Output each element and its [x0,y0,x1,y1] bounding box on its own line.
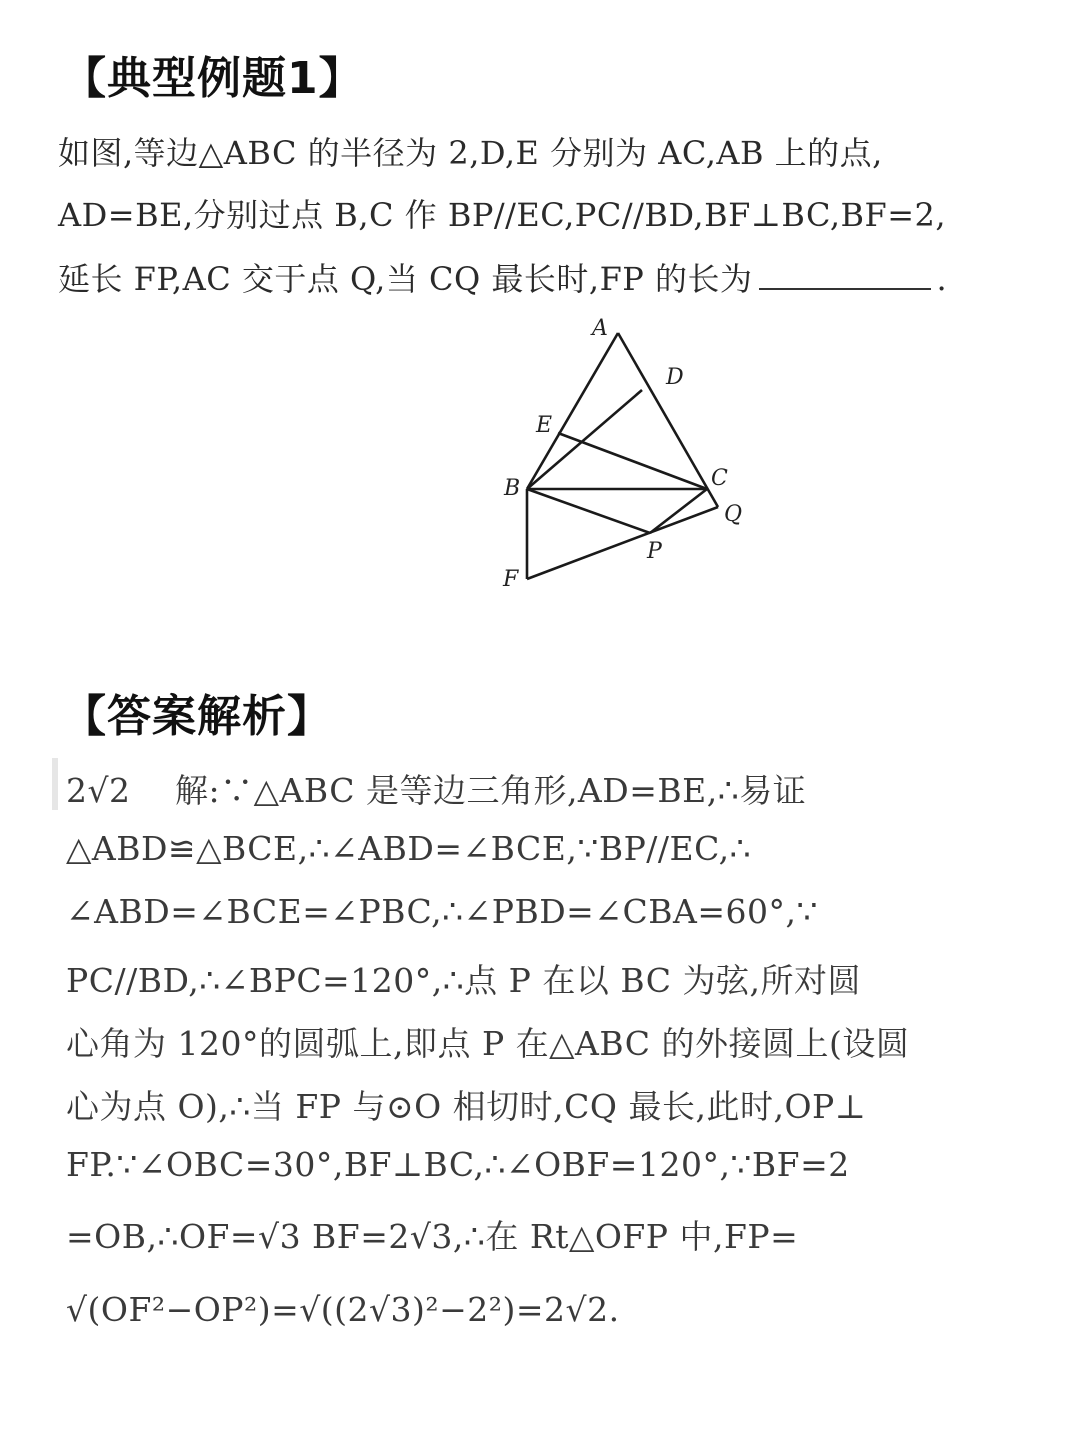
question-line-2: AD=BE,分别过点 B,C 作 BP//EC,PC//BD,BF⊥BC,BF=2, [58,196,947,234]
answer-line-5: 心角为 120°的圆弧上,即点 P 在△ABC 的外接圆上(设圆 [66,1024,910,1063]
label-E: E [536,413,553,438]
label-C: C [711,466,728,491]
segment-PC [650,489,707,533]
question-line-3-text: 延长 FP,AC 交于点 Q,当 CQ 最长时,FP 的长为 [58,260,753,298]
segment-BP [527,489,650,533]
scan-edge-shadow [52,758,58,810]
label-P: P [647,539,662,564]
answer-blank [759,260,931,290]
answer-line-7: FP.∵∠OBC=30°,BF⊥BC,∴∠OBF=120°,∵BF=2 [66,1145,850,1184]
question-line-3 [58,254,947,300]
question-line-3-end: . [936,260,948,298]
geometry-figure [480,305,780,605]
answer-line-3: ∠ABD=∠BCE=∠PBC,∴∠PBD=∠CBA=60°,∵ [66,892,818,931]
answer-line-2: △ABD≌△BCE,∴∠ABD=∠BCE,∵BP//EC,∴ [66,829,752,868]
answer-line-4: PC//BD,∴∠BPC=120°,∴点 P 在以 BC 为弦,所对圆 [66,961,861,1000]
example-heading: 【典型例题1】 [62,53,364,104]
segment-FQ [527,507,718,579]
answer-line-6: 心为点 O),∴当 FP 与⊙O 相切时,CQ 最长,此时,OP⊥ [66,1087,867,1126]
answer-heading: 【答案解析】 [62,691,332,742]
label-Q: Q [724,502,743,527]
segment-AB [527,333,618,489]
answer-line-9: √(OF²−OP²)=√((2√3)²−2²)=2√2. [66,1290,620,1329]
answer-line-8: =OB,∴OF=√3 BF=2√3,∴在 Rt△OFP 中,FP= [66,1217,799,1256]
label-B: B [504,476,521,501]
label-F: F [503,567,519,592]
answer-line-1: 2√2 解:∵△ABC 是等边三角形,AD=BE,∴易证 [66,771,807,810]
label-D: D [666,365,684,390]
label-A: A [592,316,608,341]
segment-BD [527,390,642,489]
question-line-1: 如图,等边△ABC 的半径为 2,D,E 分别为 AC,AB 上的点, [58,134,883,172]
segment-AC [618,333,718,507]
segment-EC [558,433,707,489]
